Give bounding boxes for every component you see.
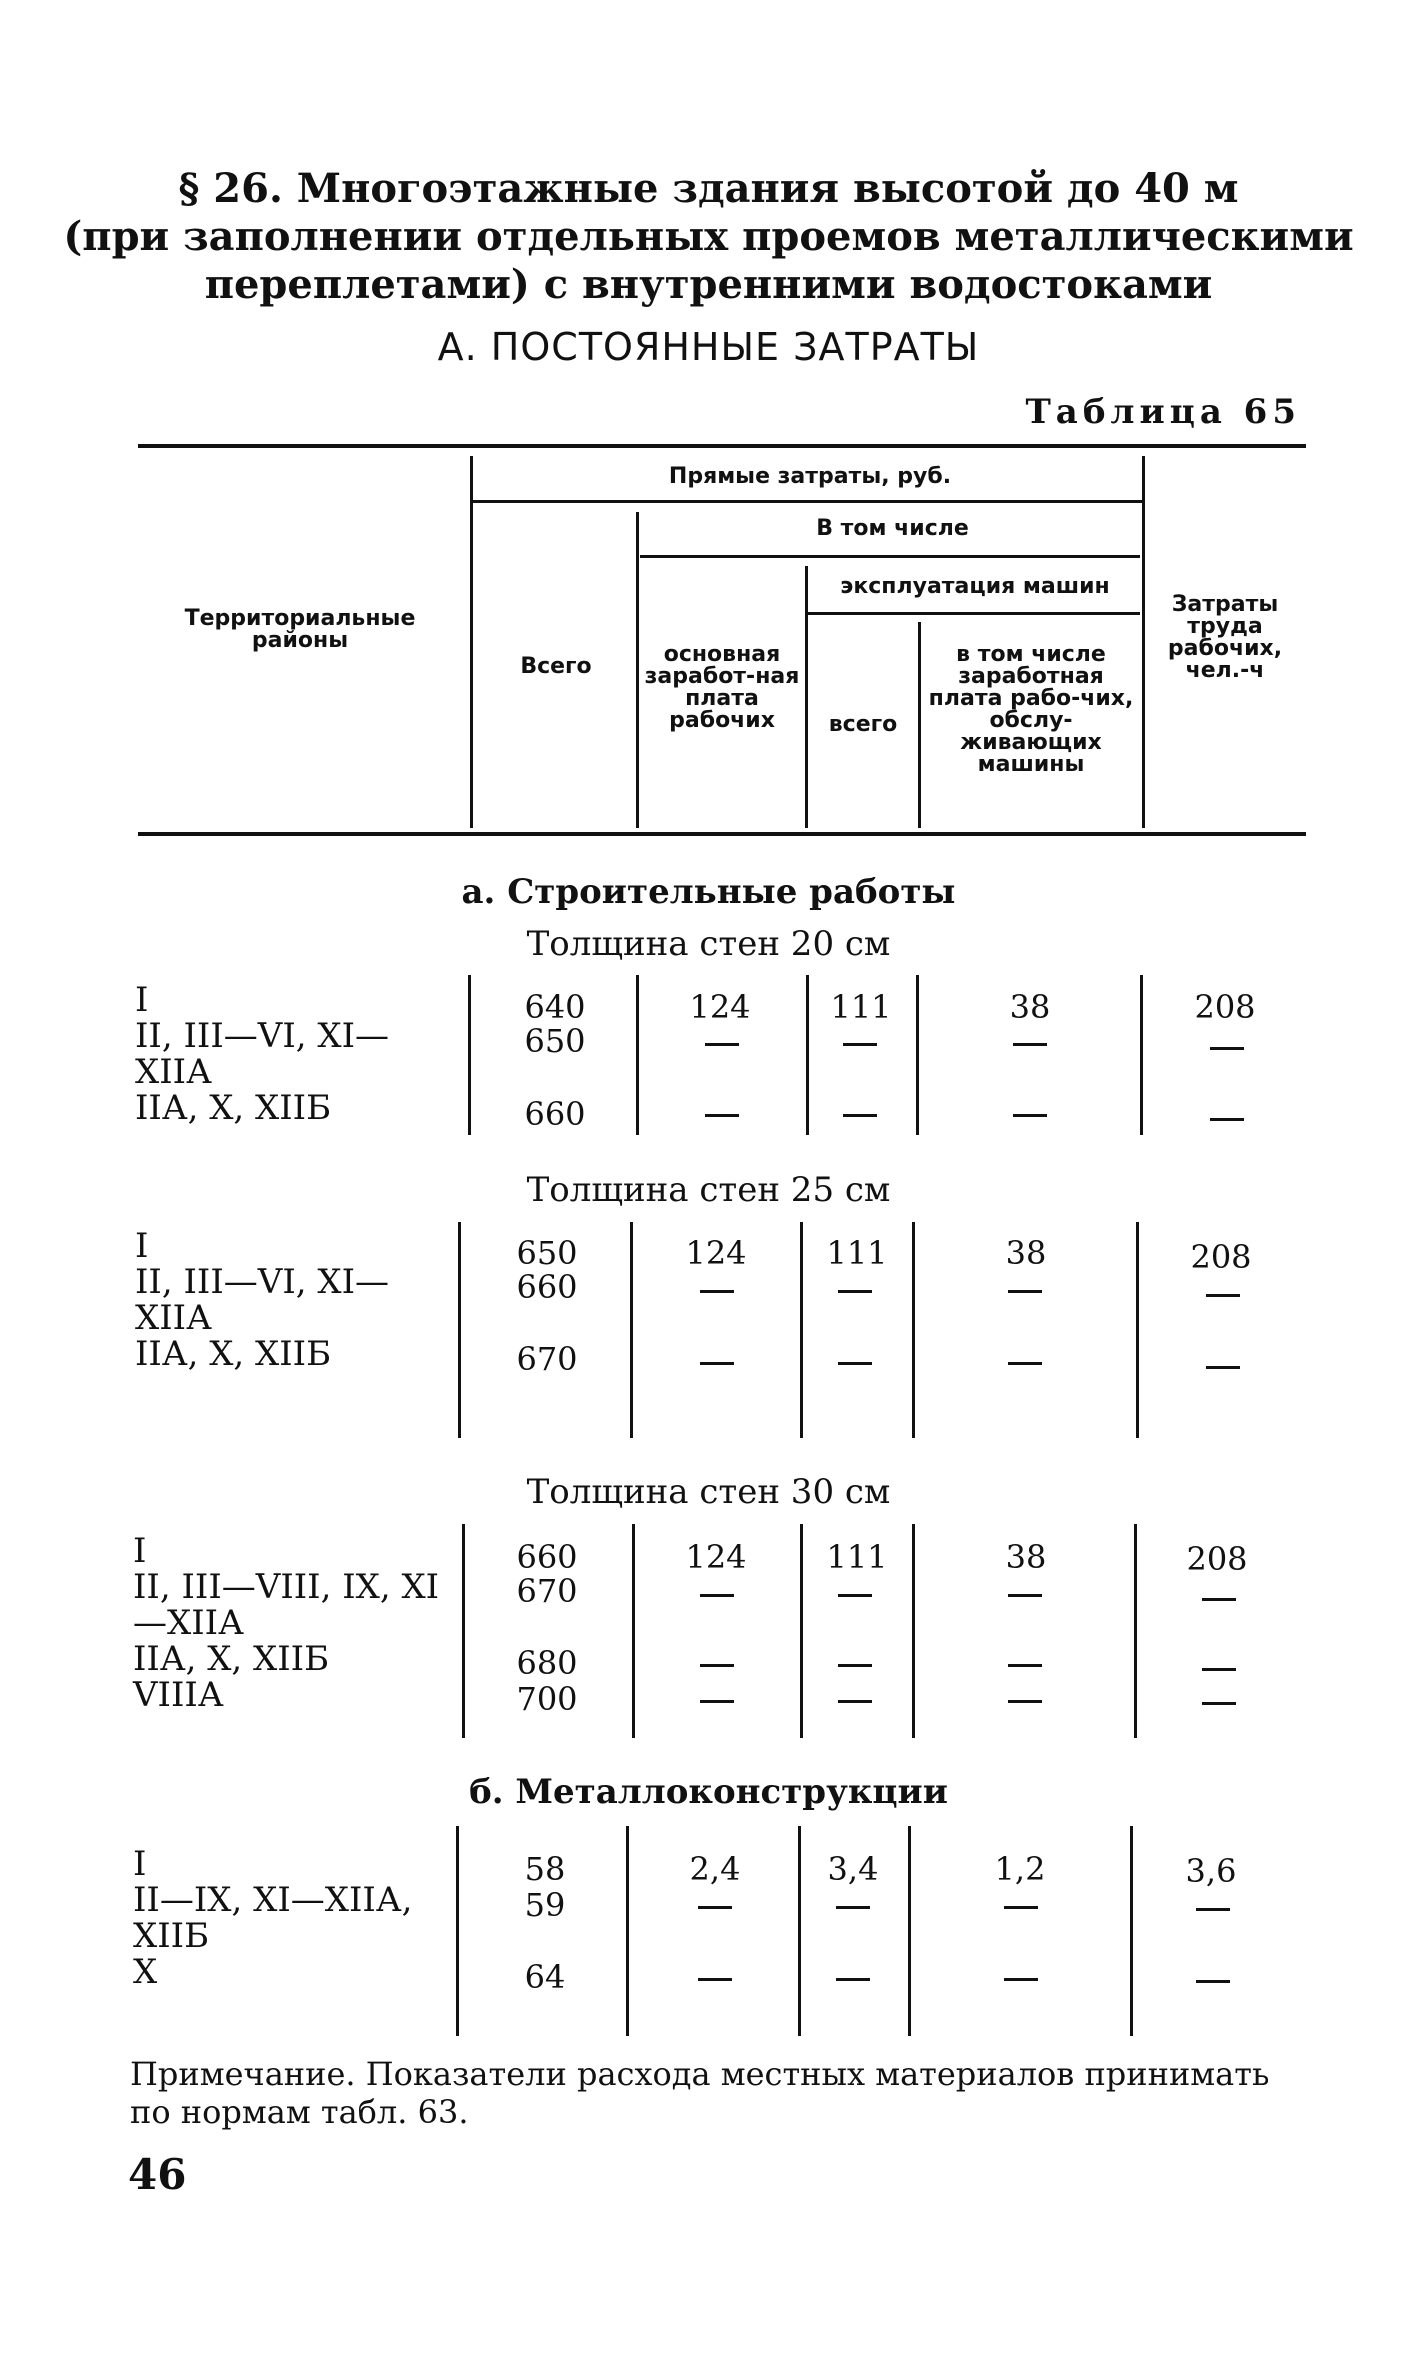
section-title-line-3: переплетами) с внутренними водостоками	[204, 261, 1213, 308]
machine-cell: 111	[830, 988, 892, 1026]
total-cell: 660	[524, 1095, 586, 1133]
col-divider	[636, 975, 639, 1135]
subheading: А. ПОСТОЯННЫЕ ЗАТРАТЫ	[437, 325, 980, 369]
labor-cell: 208	[1194, 988, 1256, 1026]
header-divider-1	[470, 456, 473, 828]
dash-mark	[1202, 1702, 1236, 1705]
dash-mark	[1206, 1294, 1240, 1297]
dash-mark	[698, 1906, 732, 1909]
footnote: Примечание. Показатели расхода местных материалов принимать по нормам табл. 63.	[130, 2055, 1270, 2131]
header-machine-total: всего	[828, 712, 898, 737]
dash-mark	[698, 1978, 732, 1981]
total-cell: 64	[524, 1958, 566, 1996]
col-divider	[468, 975, 471, 1135]
region-cell: I	[133, 1531, 147, 1571]
col-divider	[630, 1222, 633, 1438]
dash-mark	[1008, 1664, 1042, 1667]
col-divider	[632, 1524, 635, 1738]
dash-mark	[1210, 1047, 1244, 1050]
wage-cell: 124	[685, 1234, 747, 1272]
header-rule-machines	[808, 612, 1140, 615]
dash-mark	[1004, 1978, 1038, 1981]
region-cell: I	[135, 980, 149, 1020]
col-divider	[912, 1524, 915, 1738]
header-divider-3	[805, 566, 808, 828]
dash-mark	[838, 1700, 872, 1703]
dash-mark	[700, 1700, 734, 1703]
machine-wage-cell: 38	[1005, 1234, 1047, 1272]
dash-mark	[1008, 1594, 1042, 1597]
table-caption: Таблица 65	[1025, 392, 1301, 432]
machine-wage-cell: 38	[1009, 988, 1051, 1026]
group-subtitle-20: Толщина стен 20 см	[526, 924, 891, 964]
dash-mark	[838, 1362, 872, 1365]
col-divider	[1136, 1222, 1139, 1438]
col-divider	[462, 1524, 465, 1738]
dash-mark	[1206, 1366, 1240, 1369]
region-cell: VIIIА	[133, 1675, 224, 1715]
labor-cell: 208	[1190, 1238, 1252, 1276]
header-divider-4	[918, 622, 921, 828]
total-cell: 660	[516, 1268, 578, 1306]
dash-mark	[838, 1664, 872, 1667]
total-cell: 650	[516, 1234, 578, 1272]
total-cell: 59	[524, 1886, 566, 1924]
header-labor: Затраты труда рабочих, чел.-ч	[1167, 592, 1283, 683]
region-cell: X	[133, 1952, 158, 1992]
section-metal: б. Металлоконструкции	[469, 1772, 948, 1812]
dash-mark	[1013, 1043, 1047, 1046]
header-direct-costs: Прямые затраты, руб.	[668, 464, 952, 489]
total-cell: 680	[516, 1644, 578, 1682]
header-divider-5	[1142, 456, 1145, 828]
dash-mark	[705, 1114, 739, 1117]
header-machine-wage: в том числе заработная плата рабо-чих, обслу-живающих машины	[928, 642, 1134, 777]
dash-mark	[1196, 1980, 1230, 1983]
wage-cell: 2,4	[689, 1850, 741, 1888]
total-cell: 660	[516, 1538, 578, 1576]
labor-cell: 208	[1186, 1540, 1248, 1578]
header-rule-direct	[472, 500, 1142, 503]
col-divider	[1134, 1524, 1137, 1738]
dash-mark	[836, 1978, 870, 1981]
region-cell: IIА, X, XIIБ	[135, 1088, 332, 1128]
total-cell: 640	[524, 988, 586, 1026]
machine-cell: 111	[826, 1538, 888, 1576]
region-cell: I	[135, 1226, 149, 1266]
region-cell: I	[133, 1844, 147, 1884]
total-cell: 650	[524, 1022, 586, 1060]
header-including: В том числе	[816, 516, 969, 541]
region-cell: IIА, X, XIIБ	[135, 1334, 332, 1374]
dash-mark	[1210, 1118, 1244, 1121]
col-divider	[456, 1826, 459, 2036]
group-subtitle-30: Толщина стен 30 см	[526, 1472, 891, 1512]
col-divider	[912, 1222, 915, 1438]
dash-mark	[705, 1043, 739, 1046]
header-base-wage: основная заработ-ная плата рабочих	[644, 642, 800, 733]
total-cell: 58	[524, 1850, 566, 1888]
dash-mark	[838, 1290, 872, 1293]
section-title-line-1: § 26. Многоэтажные здания высотой до 40 м	[178, 165, 1239, 212]
dash-mark	[1196, 1908, 1230, 1911]
group-subtitle-25: Толщина стен 25 см	[526, 1170, 891, 1210]
dash-mark	[836, 1906, 870, 1909]
labor-cell: 3,6	[1185, 1852, 1237, 1890]
header-region: Территориальные районы	[184, 606, 416, 653]
dash-mark	[1004, 1906, 1038, 1909]
region-cell: IIА, X, XIIБ	[133, 1639, 330, 1679]
machine-cell: 111	[826, 1234, 888, 1272]
header-bottom-rule	[138, 832, 1306, 836]
total-cell: 670	[516, 1572, 578, 1610]
region-cell: II, III—VI, XI—XIIА	[135, 1016, 390, 1092]
section-construction: а. Строительные работы	[461, 872, 956, 912]
col-divider	[458, 1222, 461, 1438]
wage-cell: 124	[689, 988, 751, 1026]
col-divider	[1140, 975, 1143, 1135]
total-cell: 670	[516, 1340, 578, 1378]
dash-mark	[1008, 1362, 1042, 1365]
wage-cell: 124	[685, 1538, 747, 1576]
total-cell: 700	[516, 1680, 578, 1718]
page-number: 46	[128, 2150, 187, 2199]
dash-mark	[1008, 1290, 1042, 1293]
header-divider-2	[636, 512, 639, 828]
region-cell: II, III—VI, XI—XIIА	[135, 1262, 390, 1338]
col-divider	[908, 1826, 911, 2036]
col-divider	[800, 1524, 803, 1738]
dash-mark	[700, 1362, 734, 1365]
header-total: Всего	[520, 654, 592, 679]
machine-wage-cell: 38	[1005, 1538, 1047, 1576]
col-divider	[626, 1826, 629, 2036]
dash-mark	[1202, 1598, 1236, 1601]
dash-mark	[1202, 1668, 1236, 1671]
header-rule-including	[640, 555, 1140, 558]
dash-mark	[1013, 1114, 1047, 1117]
header-machine-operation: эксплуатация машин	[840, 574, 1110, 599]
dash-mark	[843, 1043, 877, 1046]
dash-mark	[843, 1114, 877, 1117]
region-cell: II, III—VIII, IX, XI—XIIА	[133, 1567, 440, 1643]
dash-mark	[1008, 1700, 1042, 1703]
dash-mark	[838, 1594, 872, 1597]
section-title-line-2: (при заполнении отдельных проемов металлическими	[63, 213, 1354, 260]
table-top-rule	[138, 444, 1306, 448]
col-divider	[800, 1222, 803, 1438]
col-divider	[916, 975, 919, 1135]
region-cell: II—IX, XI—XIIА, XIIБ	[133, 1880, 413, 1956]
machine-cell: 3,4	[827, 1850, 879, 1888]
dash-mark	[700, 1290, 734, 1293]
machine-wage-cell: 1,2	[994, 1850, 1046, 1888]
col-divider	[1130, 1826, 1133, 2036]
dash-mark	[700, 1594, 734, 1597]
dash-mark	[700, 1664, 734, 1667]
